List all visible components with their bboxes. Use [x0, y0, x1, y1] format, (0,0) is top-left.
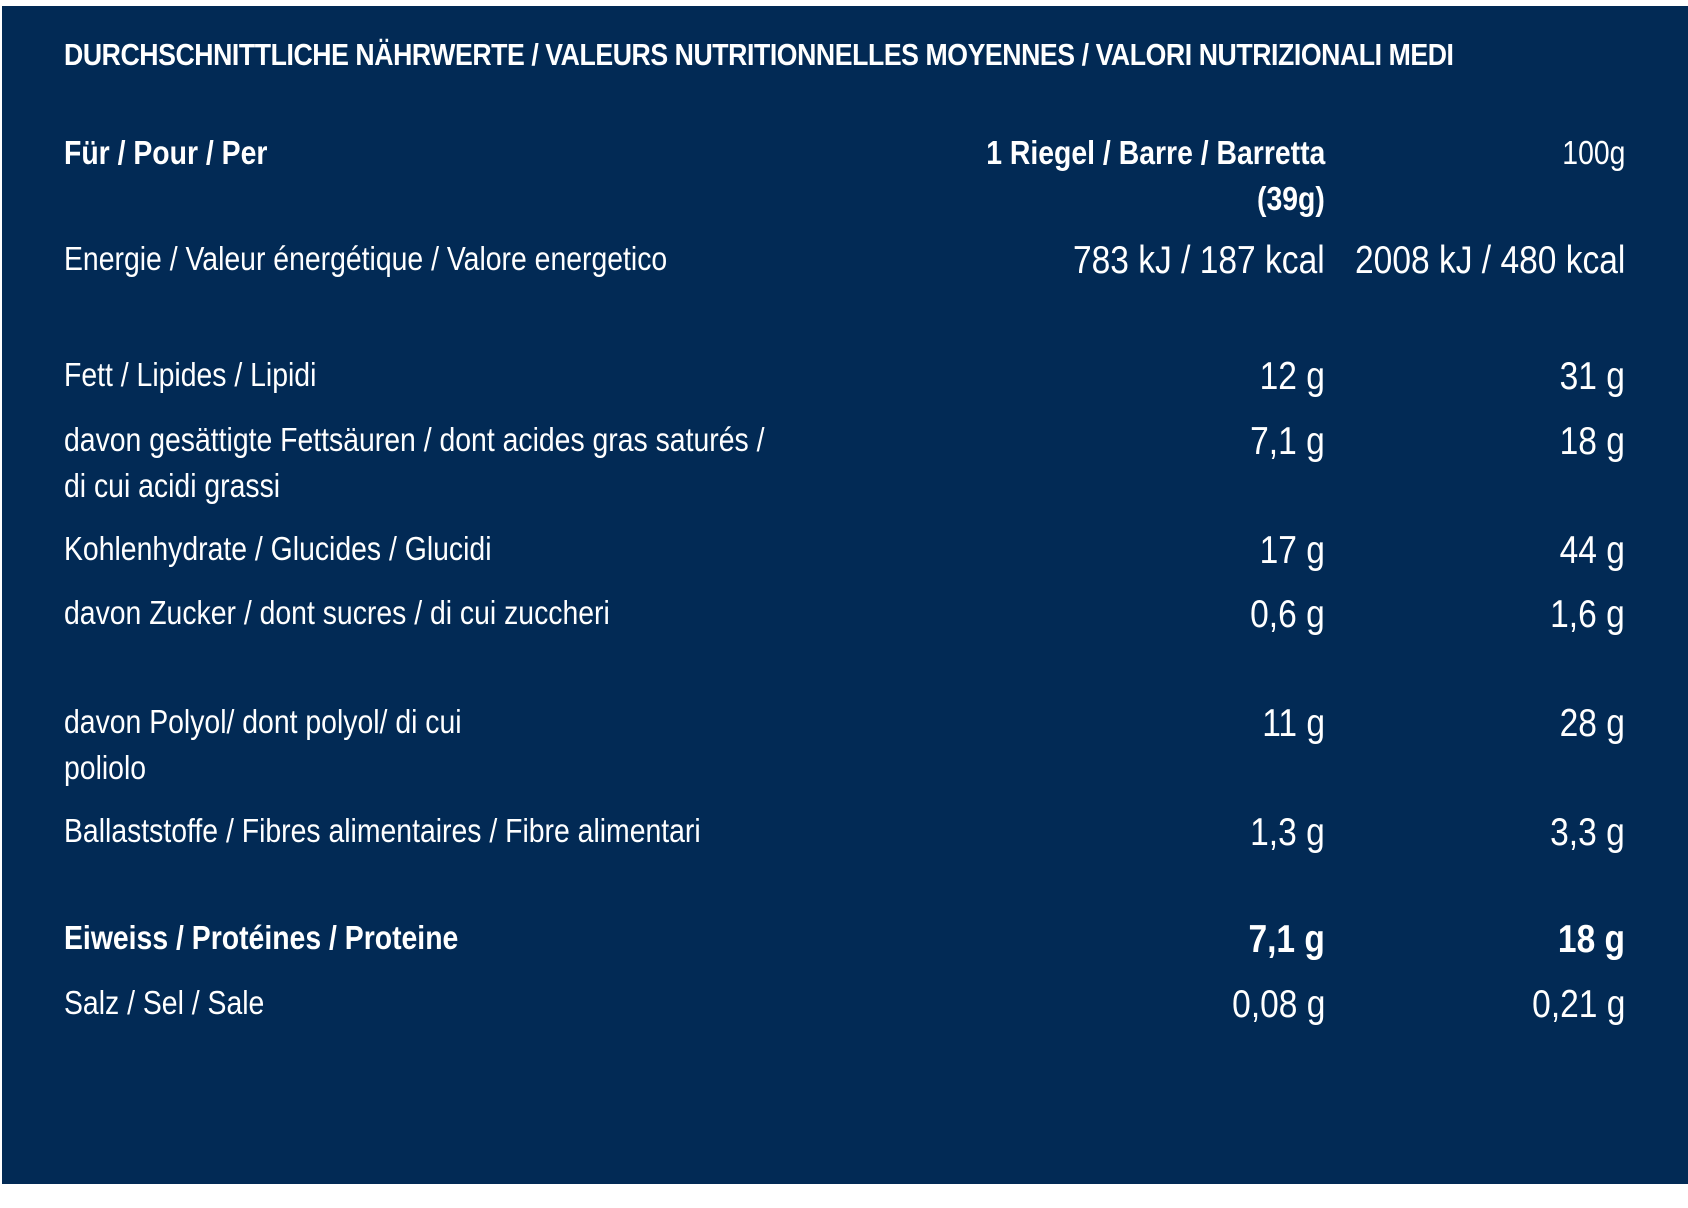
per100-header: 100g	[1561, 134, 1625, 171]
row-portion: 0,6 g	[1250, 593, 1325, 636]
row-portion: 0,08 g	[1231, 983, 1325, 1026]
row-portion: 7,1 g	[1250, 420, 1325, 463]
row-per100: 31 g	[1559, 355, 1625, 398]
nutrition-table	[2, 6, 1688, 1184]
energy-label: Energie / Valeur énergétique / Valore energetico	[64, 240, 668, 277]
row-label: Fett / Lipides / Lipidi	[64, 356, 317, 393]
energy-portion: 783 kJ / 187 kcal	[1073, 239, 1325, 282]
row-label: davon gesättigte Fettsäuren / dont acides gras saturés /	[64, 421, 765, 458]
row-portion: 12 g	[1259, 355, 1325, 398]
table-title: DURCHSCHNITTLICHE NÄHRWERTE / VALEURS NUTRITIONNELLES MOYENNES / VALORI NUTRIZIONALI MEDI	[64, 37, 1454, 72]
row-per100: 18 g	[1557, 918, 1625, 961]
row-portion: 11 g	[1262, 702, 1325, 745]
row-portion: 17 g	[1259, 529, 1325, 572]
row-label: davon Polyol/ dont polyol/ di cui	[64, 703, 462, 740]
row-per100: 0,21 g	[1531, 983, 1625, 1026]
row-label: Ballaststoffe / Fibres alimentaires / Fibre alimentari	[64, 812, 701, 849]
row-per100: 18 g	[1559, 420, 1625, 463]
row-label: Eiweiss / Protéines / Proteine	[64, 919, 459, 956]
for-label: Für / Pour / Per	[64, 134, 268, 171]
row-portion: 7,1 g	[1248, 918, 1325, 961]
row-label: Salz / Sel / Sale	[64, 984, 265, 1021]
portion-header-line1: 1 Riegel / Barre / Barretta	[985, 134, 1325, 171]
row-label: Kohlenhydrate / Glucides / Glucidi	[64, 530, 492, 567]
row-portion: 1,3 g	[1250, 811, 1325, 854]
energy-per100: 2008 kJ / 480 kcal	[1354, 239, 1625, 282]
row-label: davon Zucker / dont sucres / di cui zuccheri	[64, 594, 610, 631]
row-per100: 1,6 g	[1550, 593, 1625, 636]
row-per100: 28 g	[1559, 702, 1625, 745]
portion-header-line2: (39g)	[1257, 180, 1325, 217]
row-per100: 3,3 g	[1550, 811, 1625, 854]
row-label-cont: di cui acidi grassi	[64, 467, 281, 504]
row-per100: 44 g	[1559, 529, 1625, 572]
row-label-cont: poliolo	[64, 749, 147, 786]
